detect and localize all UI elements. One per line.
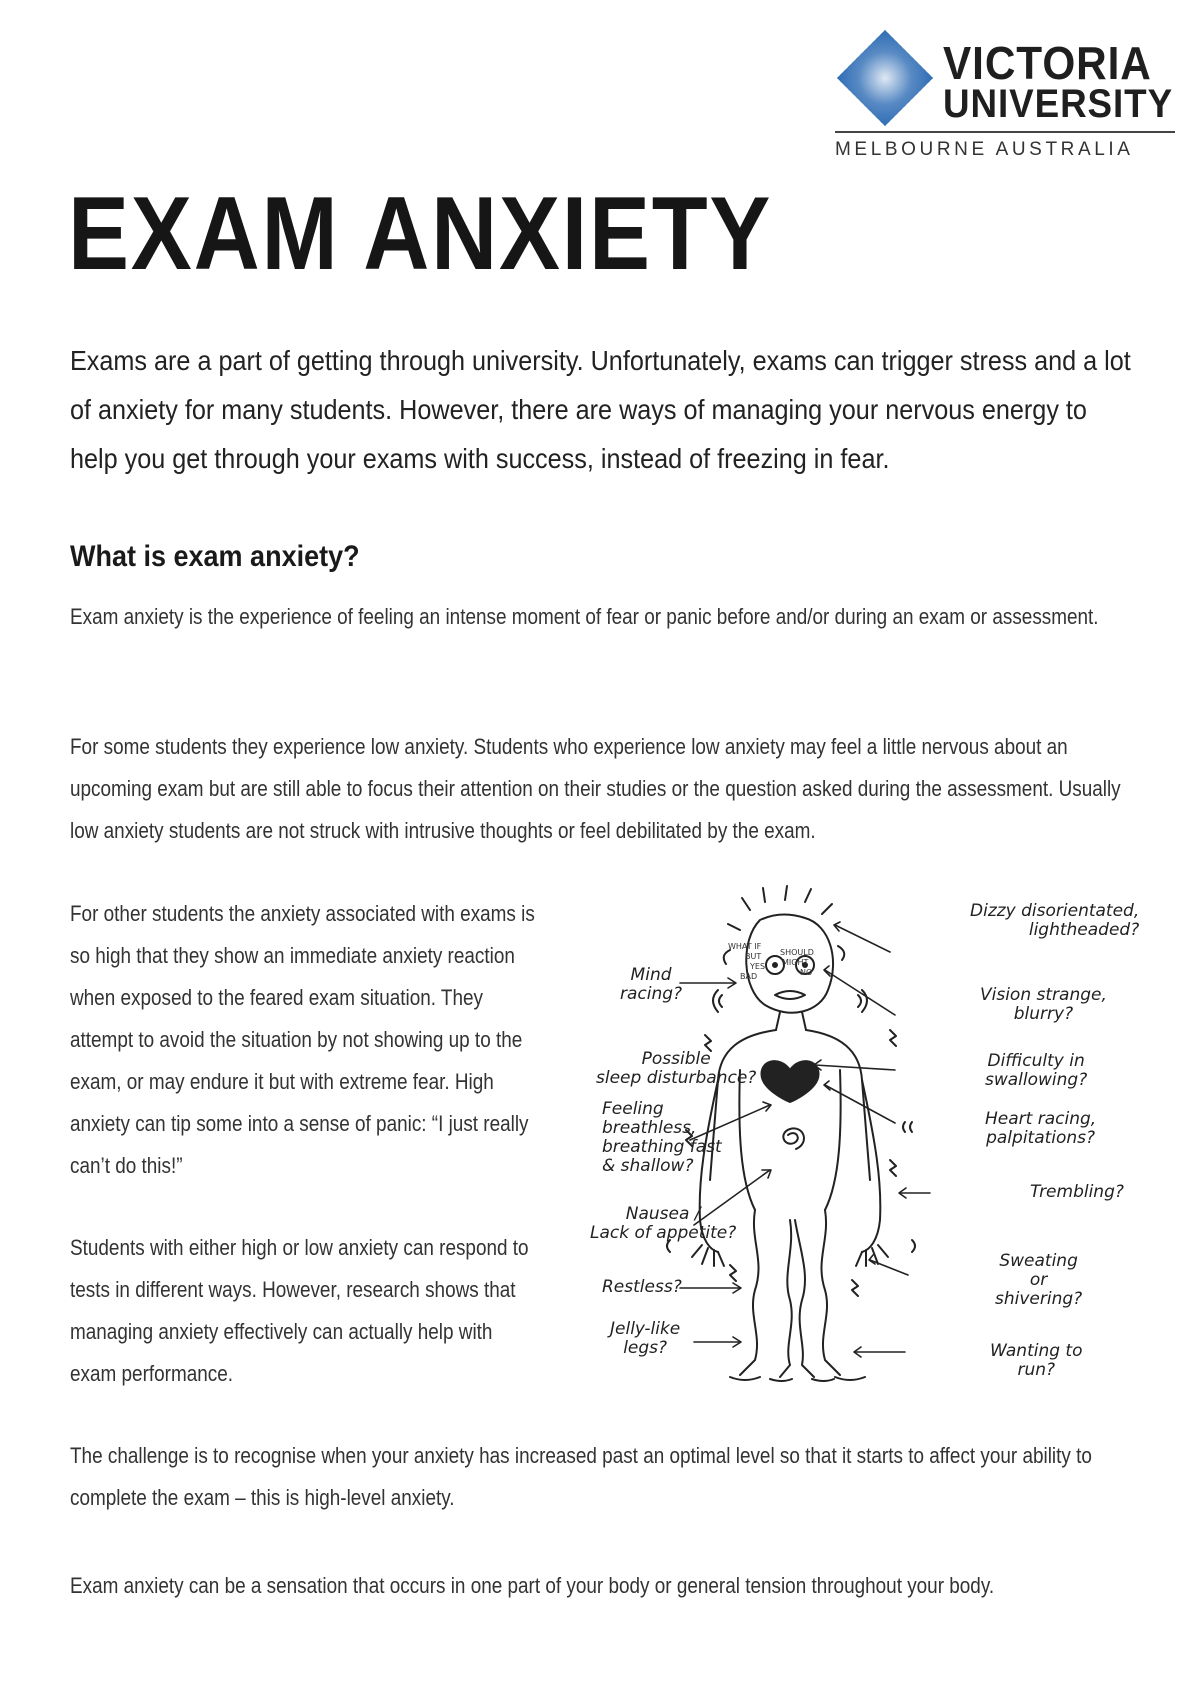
university-logo — [835, 28, 1175, 160]
logo-divider — [835, 131, 1175, 133]
paragraph-low-anxiety: For some students they experience low anxiety. Students who experience low anxiety may feel a little nervous about an upcoming exam but are still able to focus their attention on their studies or the question asked during the assessment. Usually low anxiety students are not struck with intrusive thoughts or feel debilitated by the exam. — [70, 734, 1121, 843]
thought-word: SHOULD — [780, 948, 814, 957]
thought-word: BUT — [745, 952, 762, 961]
thought-word: WHAT IF — [728, 942, 762, 951]
label-breathless: Feeling breathless, breathing fast & shallow? — [602, 1099, 722, 1176]
label-mind-racing: Mind racing? — [620, 965, 683, 1004]
label-dizzy: Dizzy disorientated, lightheaded? — [970, 901, 1140, 940]
label-wanting-to-run: Wanting to run? — [990, 1341, 1083, 1380]
page-title: EXAM ANXIETY — [68, 176, 773, 292]
logo-line-victoria: VICTORIA — [943, 37, 1152, 89]
thought-word: YES — [750, 962, 766, 971]
thought-word: BAD — [740, 972, 758, 981]
diamond-logo-icon — [835, 28, 945, 128]
label-sleep: Possible sleep disturbance? — [596, 1049, 757, 1088]
logo-line-university: UNIVERSITY — [943, 82, 1174, 126]
label-jelly-legs: Jelly-like legs? — [610, 1319, 681, 1358]
paragraph-definition: Exam anxiety is the experience of feeling an intense moment of fear or panic before and/or during an exam or assessment. — [70, 604, 1099, 629]
label-swallowing: Difficulty in swallowing? — [985, 1051, 1088, 1090]
label-heart: Heart racing, palpitations? — [985, 1109, 1097, 1148]
paragraph-sensation: Exam anxiety can be a sensation that occurs in one part of your body or general tension throughout your body. — [70, 1573, 995, 1598]
section-heading: What is exam anxiety? — [70, 540, 360, 573]
paragraph-responses: Students with either high or low anxiety can respond to tests in different ways. However, research shows that managing anxiety effectively can actually help with exam performance. — [70, 1235, 529, 1386]
label-trembling: Trembling? — [1030, 1182, 1124, 1202]
logo-line-location: MELBOURNE AUSTRALIA — [835, 139, 1134, 160]
paragraph-challenge: The challenge is to recognise when your anxiety has increased past an optimal level so that it starts to affect your ability to complete the exam – this is high-level anxiety. — [70, 1443, 1092, 1510]
paragraph-high-anxiety: For other students the anxiety associated with exams is so high that they show an immediate anxiety reaction when exposed to the feared exam situation. They attempt to avoid the situation by not showing up to the exam, or may endure it but with extreme fear. High anxiety can tip some into a sense of panic: “I just really can’t do this!” — [70, 901, 535, 1178]
label-nausea: Nausea / Lack of appetite? — [590, 1204, 737, 1243]
thought-word: MIGHT — [782, 958, 809, 967]
label-vision: Vision strange, blurry? — [980, 985, 1107, 1024]
anxiety-symptoms-illustration — [590, 880, 1150, 1405]
label-sweating: Sweating or shivering? — [995, 1251, 1083, 1309]
label-restless: Restless? — [602, 1277, 682, 1297]
intro-paragraph: Exams are a part of getting through university. Unfortunately, exams can trigger stress and a lot of anxiety for many students. However, there are ways of managing your nervous energy to help you get through your exams with success, instead of freezing in fear. — [70, 345, 1131, 474]
thought-word: NO — [800, 968, 813, 977]
